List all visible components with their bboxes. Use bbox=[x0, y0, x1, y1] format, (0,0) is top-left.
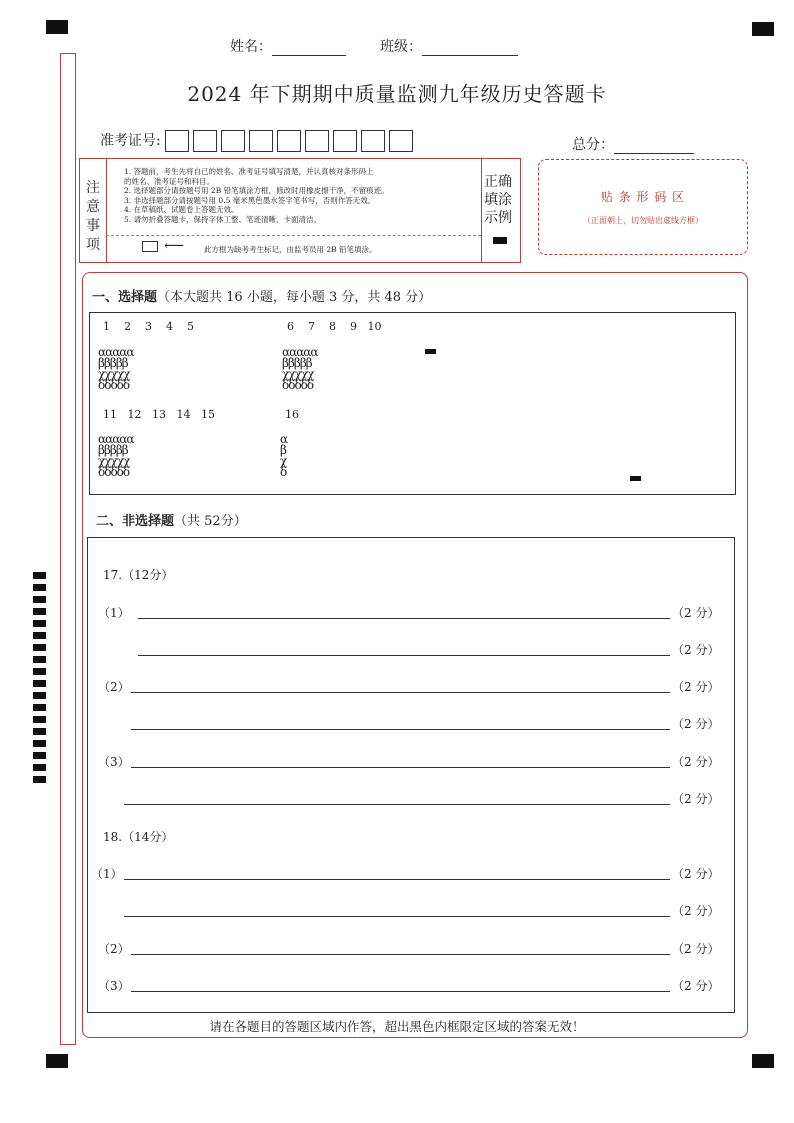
name-field-row bbox=[230, 36, 346, 56]
q18-part3-label: （3） bbox=[98, 979, 130, 993]
barcode-title: 贴 条 形 码 区 bbox=[600, 190, 686, 204]
arrow-left-icon: ⟵ bbox=[164, 238, 185, 254]
q17-part3-points: （2 分） bbox=[672, 755, 720, 769]
option-c-row[interactable]: χχχχχ bbox=[98, 367, 130, 381]
notice-line: 1. 答题前，考生先将自己的姓名、准考证号填写清楚，并认真核对条形码上 bbox=[124, 167, 374, 176]
q17-part1-points-2: （2 分） bbox=[672, 643, 720, 657]
q18-part2-points: （2 分） bbox=[672, 942, 720, 956]
footer-warning: 请在各题目的答题区域内作答，超出黑色内框限定区域的答案无效！ bbox=[209, 1019, 585, 1034]
fill-example-char: 正确 bbox=[484, 174, 512, 190]
q18-part2-label: （2） bbox=[98, 942, 130, 956]
q17-part3-line2[interactable] bbox=[124, 804, 670, 805]
section1-heading bbox=[92, 286, 431, 305]
absent-checkbox[interactable] bbox=[142, 241, 158, 252]
notice-text bbox=[124, 167, 476, 225]
registration-mark-bottom-left bbox=[46, 1054, 68, 1068]
notice-side-char: 意 bbox=[86, 199, 100, 215]
barcode-note: （正面朝上，切勿贴出虚线方框） bbox=[583, 216, 703, 225]
option-a[interactable]: α bbox=[280, 432, 288, 446]
q18-part1-points: （2 分） bbox=[672, 867, 720, 881]
exam-id-row bbox=[100, 130, 417, 152]
exam-id-box[interactable] bbox=[361, 130, 385, 152]
fill-example-char: 填涂 bbox=[484, 192, 512, 208]
notice-line: 3. 非选择题部分请按题号用 0.5 毫米黑色墨水签字笔书写，否则作答无效。 bbox=[124, 195, 376, 205]
question-numbers-1-5: 1 2 3 4 5 bbox=[103, 320, 194, 333]
choice-grid bbox=[89, 312, 736, 495]
q18-part1-points-2: （2 分） bbox=[672, 904, 720, 918]
q17-part1-line2[interactable] bbox=[138, 655, 670, 656]
option-c[interactable]: χ bbox=[280, 454, 287, 468]
exam-id-box[interactable] bbox=[165, 130, 189, 152]
q18-part3-points: （2 分） bbox=[672, 979, 720, 993]
exam-id-box[interactable] bbox=[333, 130, 357, 152]
notice-line: 5. 请勿折叠答题卡，保持字体工整、笔迹清晰、卡面清洁。 bbox=[124, 214, 322, 224]
exam-id-box[interactable] bbox=[305, 130, 329, 152]
q17-part2-line1[interactable] bbox=[131, 692, 670, 693]
notice-side-label bbox=[80, 159, 107, 262]
q18-part1-line2[interactable] bbox=[124, 916, 670, 917]
class-blank[interactable] bbox=[422, 41, 518, 56]
class-field-row bbox=[380, 36, 518, 56]
q17-part2-points: （2 分） bbox=[672, 680, 720, 694]
q17-part3-label: （3） bbox=[98, 755, 130, 769]
total-score-row bbox=[572, 134, 694, 154]
registration-mark-top-left bbox=[46, 20, 68, 34]
option-a-row[interactable]: ααααα bbox=[98, 345, 134, 359]
section1-desc: （本大题共 16 小题，每小题 3 分，共 48 分） bbox=[157, 290, 432, 305]
exam-id-label: 准考证号: bbox=[100, 133, 161, 149]
exam-id-box[interactable] bbox=[249, 130, 273, 152]
section1-title: 一、选择题 bbox=[92, 290, 158, 305]
notice-divider bbox=[106, 235, 481, 236]
q18-part1-label: （1） bbox=[91, 867, 123, 881]
q18-part1-line1[interactable] bbox=[124, 879, 670, 880]
option-d-row[interactable]: δδδδδ bbox=[98, 465, 130, 479]
q17-part2-line2[interactable] bbox=[131, 729, 670, 730]
section2-heading bbox=[96, 510, 247, 529]
grid-marker bbox=[425, 349, 436, 354]
option-c-row[interactable]: χχχχχ bbox=[282, 367, 314, 381]
total-score-blank[interactable] bbox=[614, 139, 694, 154]
registration-mark-bottom-right bbox=[752, 1054, 774, 1068]
q18-part2-line[interactable] bbox=[131, 954, 670, 955]
question-numbers-11-15: 11 12 13 14 15 bbox=[103, 408, 215, 421]
option-b[interactable]: β bbox=[280, 443, 286, 457]
option-a-row[interactable]: ααααα bbox=[282, 345, 318, 359]
q18-part3-line[interactable] bbox=[131, 991, 670, 992]
choice-bubbles-1-5[interactable] bbox=[98, 347, 134, 391]
q17-label: 17.（12分） bbox=[103, 568, 174, 582]
notice-line: 4. 在草稿纸、试题卷上答题无效。 bbox=[124, 205, 239, 215]
choice-bubbles-6-10[interactable] bbox=[282, 347, 318, 391]
fill-example-char: 示例 bbox=[484, 210, 512, 226]
option-c-row[interactable]: χχχχχ bbox=[98, 454, 130, 468]
exam-id-box[interactable] bbox=[389, 130, 413, 152]
option-d-row[interactable]: δδδδδ bbox=[98, 378, 130, 392]
q17-part2-points-2: （2 分） bbox=[672, 717, 720, 731]
notice-column-divider bbox=[481, 159, 482, 262]
q17-part3-points-2: （2 分） bbox=[672, 792, 720, 806]
name-label: 姓名： bbox=[230, 39, 272, 55]
grid-marker bbox=[630, 476, 641, 481]
option-a-row[interactable]: ααααα bbox=[98, 432, 134, 446]
fill-example-mark bbox=[493, 237, 507, 244]
q17-part1-points: （2 分） bbox=[672, 606, 720, 620]
notice-side-char: 注 bbox=[86, 180, 100, 196]
option-d-row[interactable]: δδδδδ bbox=[282, 378, 314, 392]
registration-mark-top-right bbox=[752, 22, 774, 36]
question-numbers-6-10: 6 7 8 9 10 bbox=[287, 320, 382, 333]
choice-bubbles-16[interactable] bbox=[280, 434, 287, 478]
written-answer-box bbox=[87, 537, 735, 1013]
notice-line: 的姓名、准考证号和科目。 bbox=[124, 176, 214, 186]
option-b-row[interactable]: βββββ bbox=[98, 356, 128, 370]
binding-strip bbox=[60, 53, 76, 1045]
barcode-area bbox=[538, 159, 748, 255]
fill-example-label bbox=[484, 173, 512, 227]
choice-bubbles-11-15[interactable] bbox=[98, 434, 134, 478]
q17-part1-line1[interactable] bbox=[138, 618, 670, 619]
exam-id-box[interactable] bbox=[277, 130, 301, 152]
exam-id-box[interactable] bbox=[221, 130, 245, 152]
page-title: 2024 年下期期中质量监测九年级历史答题卡 bbox=[187, 82, 607, 106]
q17-part3-line1[interactable] bbox=[131, 767, 670, 768]
class-label: 班级： bbox=[380, 39, 422, 55]
absent-note: 此方框为缺考考生标记，由监考员用 2B 铅笔填涂。 bbox=[204, 245, 377, 254]
option-b-row[interactable]: βββββ bbox=[98, 443, 128, 457]
notice-line: 2. 选择题部分请按题号用 2B 铅笔填涂方框，修改时用橡皮擦干净，不留痕迹。 bbox=[124, 186, 389, 196]
q17-part1-label: （1） bbox=[98, 606, 130, 620]
notice-box bbox=[79, 158, 521, 263]
section2-desc: （共 52分） bbox=[174, 514, 247, 529]
name-blank[interactable] bbox=[272, 41, 346, 56]
exam-id-box[interactable] bbox=[193, 130, 217, 152]
q17-part2-label: （2） bbox=[98, 680, 130, 694]
option-d[interactable]: δ bbox=[280, 465, 287, 479]
q18-label: 18.（14分） bbox=[103, 830, 174, 844]
notice-side-char: 项 bbox=[86, 237, 100, 253]
total-score-label: 总分： bbox=[572, 137, 614, 153]
notice-side-char: 事 bbox=[86, 218, 100, 234]
question-number-16: 16 bbox=[285, 408, 299, 421]
option-b-row[interactable]: βββββ bbox=[282, 356, 312, 370]
section2-title: 二、非选择题 bbox=[96, 514, 175, 529]
